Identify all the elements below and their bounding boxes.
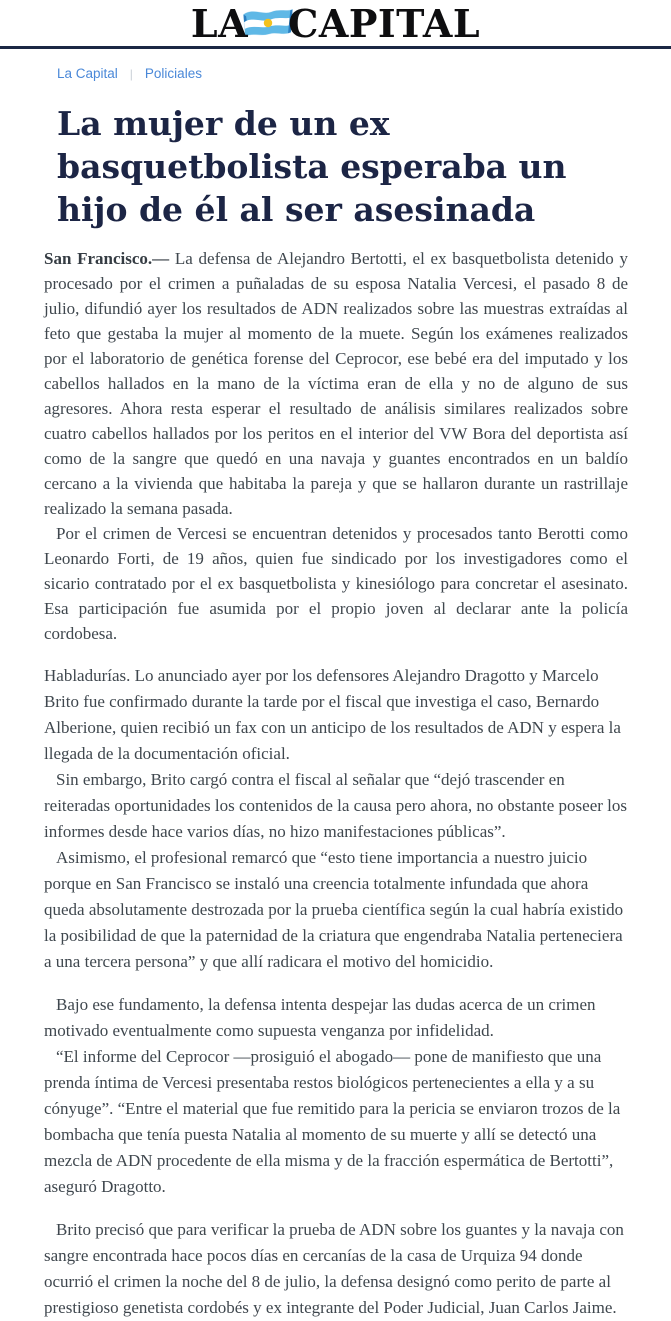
article-paragraph: Por el crimen de Vercesi se encuentran detenidos y procesados tanto Berotti como Leonardo Forti, de 19 años, quien fue sindicado por los investigadores como el sicario contratado por el ex basquetbolista y kinesiólogo para concretar el asesinato. Esa participación fue asumida por el propio joven al declarar ante la policía cordobesa. bbox=[44, 524, 628, 643]
article-body bbox=[44, 246, 628, 1321]
masthead bbox=[0, 0, 671, 46]
article-paragraph: Sin embargo, Brito cargó contra el fiscal al señalar que “dejó trascender en reiteradas oportunidades los contenidos de la causa pero ahora, no obstante poseer los informes desde hace varios días, no hizo manifestaciones públicas”. bbox=[44, 770, 628, 841]
article-paragraph: Habladurías. Lo anunciado ayer por los defensores Alejandro Dragotto y Marcelo Brito fue confirmado durante la tarde por el fiscal que investiga el caso, Bernardo Alberione, quien recibió un fax con un anticipo de los resultados de ADN y espera la llegada de la documentación oficial. bbox=[44, 666, 621, 763]
article-paragraph: “El informe del Ceprocor —prosiguió el abogado— pone de manifiesto que una prenda íntima de Vercesi presentaba restos biológicos pertenecientes a ella y a su cónyuge”. “Entre el material que fue remitido para la pericia se enviaron trozos de la bombacha que tenía puesta Natalia al momento de su muerte y allí se detectó una mezcla de ADN procedente de ella misma y de la fracción espermática de Bertotti”, aseguró Dragotto. bbox=[44, 1047, 621, 1196]
masthead-divider bbox=[0, 46, 671, 49]
article-paragraph: Brito precisó que para verificar la prueba de ADN sobre los guantes y la navaja con sangre encontrada hace pocos días en cercanías de la casa de Urquiza 94 donde ocurrió el crimen la noche del 8 de julio, la defensa designó como perito de parte al prestigioso genetista cordobés y ex integrante del Poder Judicial, Juan Carlos Jaime. bbox=[44, 1220, 624, 1317]
la-capital-logo[interactable] bbox=[190, 1, 481, 46]
dateline: San Francisco.— bbox=[44, 249, 170, 268]
logo-text-capital: CAPITAL bbox=[288, 1, 481, 46]
article-paragraph: Asimismo, el profesional remarcó que “esto tiene importancia a nuestro juicio porque en San Francisco se instaló una creencia totalmente infundada que ahora queda absolutamente destrozada por la prueba científica según la cual habría existido la posibilidad de que la paternidad de la criatura que engendraba Natalia perteneciera a una tercera persona” y que allí radicara el motivo del homicidio. bbox=[44, 848, 624, 971]
article-paragraph: San Francisco.— La defensa de Alejandro Bertotti, el ex basquetbolista detenido y procesado por el crimen a puñaladas de su esposa Natalia Vercesi, el pasado 8 de julio, difundió ayer los resultados de ADN realizados sobre las muestras extraídas al feto que gestaba la mujer al momento de la muete. Según los exámenes realizados por el laboratorio de genética forense del Ceprocor, ese bebé era del imputado y los cabellos hallados en la mano de la víctima eran de ella y no de alguno de sus agresores. Ahora resta esperar el resultado de análisis similares realizados sobre cuatro cabellos hallados por los peritos en el interior del VW Bora del deportista así como de la sangre que quedó en una navaja y guantes encontrados en un baldío cercano a la vivienda que habitaba la pareja y que se hallaron durante un rastrillaje realizado la semana pasada. bbox=[44, 249, 628, 518]
breadcrumb bbox=[57, 66, 628, 82]
logo-text-la: LA bbox=[190, 1, 249, 46]
breadcrumb-link-policiales[interactable]: Policiales bbox=[144, 66, 202, 81]
article-headline: La mujer de un ex basquetbolista esperaba un hijo de él al ser asesinada bbox=[57, 104, 567, 229]
breadcrumb-separator: | bbox=[129, 67, 133, 81]
breadcrumb-link-la-capital[interactable]: La Capital bbox=[57, 66, 118, 81]
article-paragraph: Bajo ese fundamento, la defensa intenta despejar las dudas acerca de un crimen motivado eventualmente como supuesta venganza por infidelidad. bbox=[44, 995, 596, 1040]
argentina-flag-icon bbox=[241, 4, 295, 42]
